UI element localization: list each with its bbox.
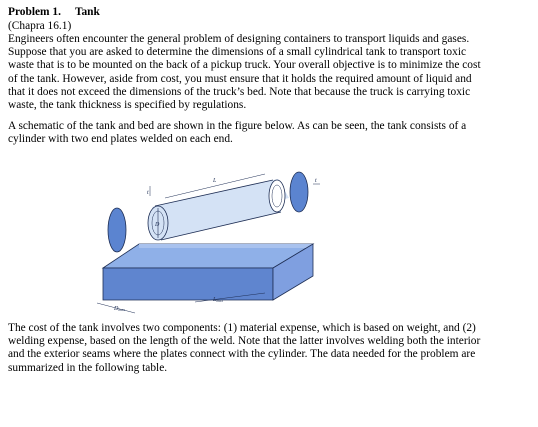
left-end-plate (108, 208, 126, 252)
text-line: cylinder with two end plates welded on each end. (8, 133, 233, 146)
text-line: Suppose that you are asked to determine the dimensions of a small cylindrical tank to transport toxic (8, 46, 467, 59)
text-line: waste, the tank thickness is specified by regulations. (8, 99, 247, 112)
diameter-label: D (155, 222, 160, 228)
truck-bed (103, 244, 313, 300)
tank-schematic-figure (95, 160, 320, 315)
schematic-paragraph (8, 120, 528, 146)
lmax-label: Lmax (213, 297, 224, 303)
text-line: waste that is to be mounted on the back of a pickup truck. Your overall objective is to minimize the cost (8, 59, 481, 72)
text-line: that it does not exceed the dimensions of the truck’s bed. Note that because the truck is carrying toxic (8, 85, 471, 98)
problem-heading (8, 6, 528, 20)
problem-source: (Chapra 16.1) (8, 19, 72, 32)
text-line: summarized in the following table. (8, 361, 168, 374)
intro-paragraph (8, 33, 528, 112)
text-line: welding expense, based on the length of the weld. Note that the latter involves welding both the interior (8, 335, 481, 348)
text-line: The cost of the tank involves two components: (1) material expense, which is based on weight, and (2) (8, 322, 476, 334)
thickness-label-right: t (315, 178, 317, 184)
text-line: Engineers often encounter the general problem of designing containers to transport liquids and gases. (8, 33, 470, 45)
bed-inner-back (139, 244, 313, 248)
cost-paragraph (8, 322, 528, 375)
right-end-plate (290, 172, 308, 212)
tank-cylinder (148, 179, 289, 240)
tank-schematic-svg (95, 160, 320, 315)
thickness-label-left: t (147, 190, 149, 196)
problem-title: Tank (74, 6, 100, 18)
text-line: of the tank. However, aside from cost, you must ensure that it holds the required amount of liquid and (8, 72, 472, 85)
problem-number: Problem 1. (8, 6, 61, 18)
text-line: A schematic of the tank and bed are shown in the figure below. As can be seen, the tank consists of a (8, 120, 467, 133)
problem-text (8, 6, 528, 147)
cylinder-body-shape (155, 180, 281, 240)
cost-text (8, 322, 528, 375)
text-line: and the exterior seams where the plates connect with the cylinder. The data needed for the problem are (8, 348, 476, 361)
length-label: L (213, 178, 217, 184)
dmax-label: Dmax (114, 306, 126, 312)
